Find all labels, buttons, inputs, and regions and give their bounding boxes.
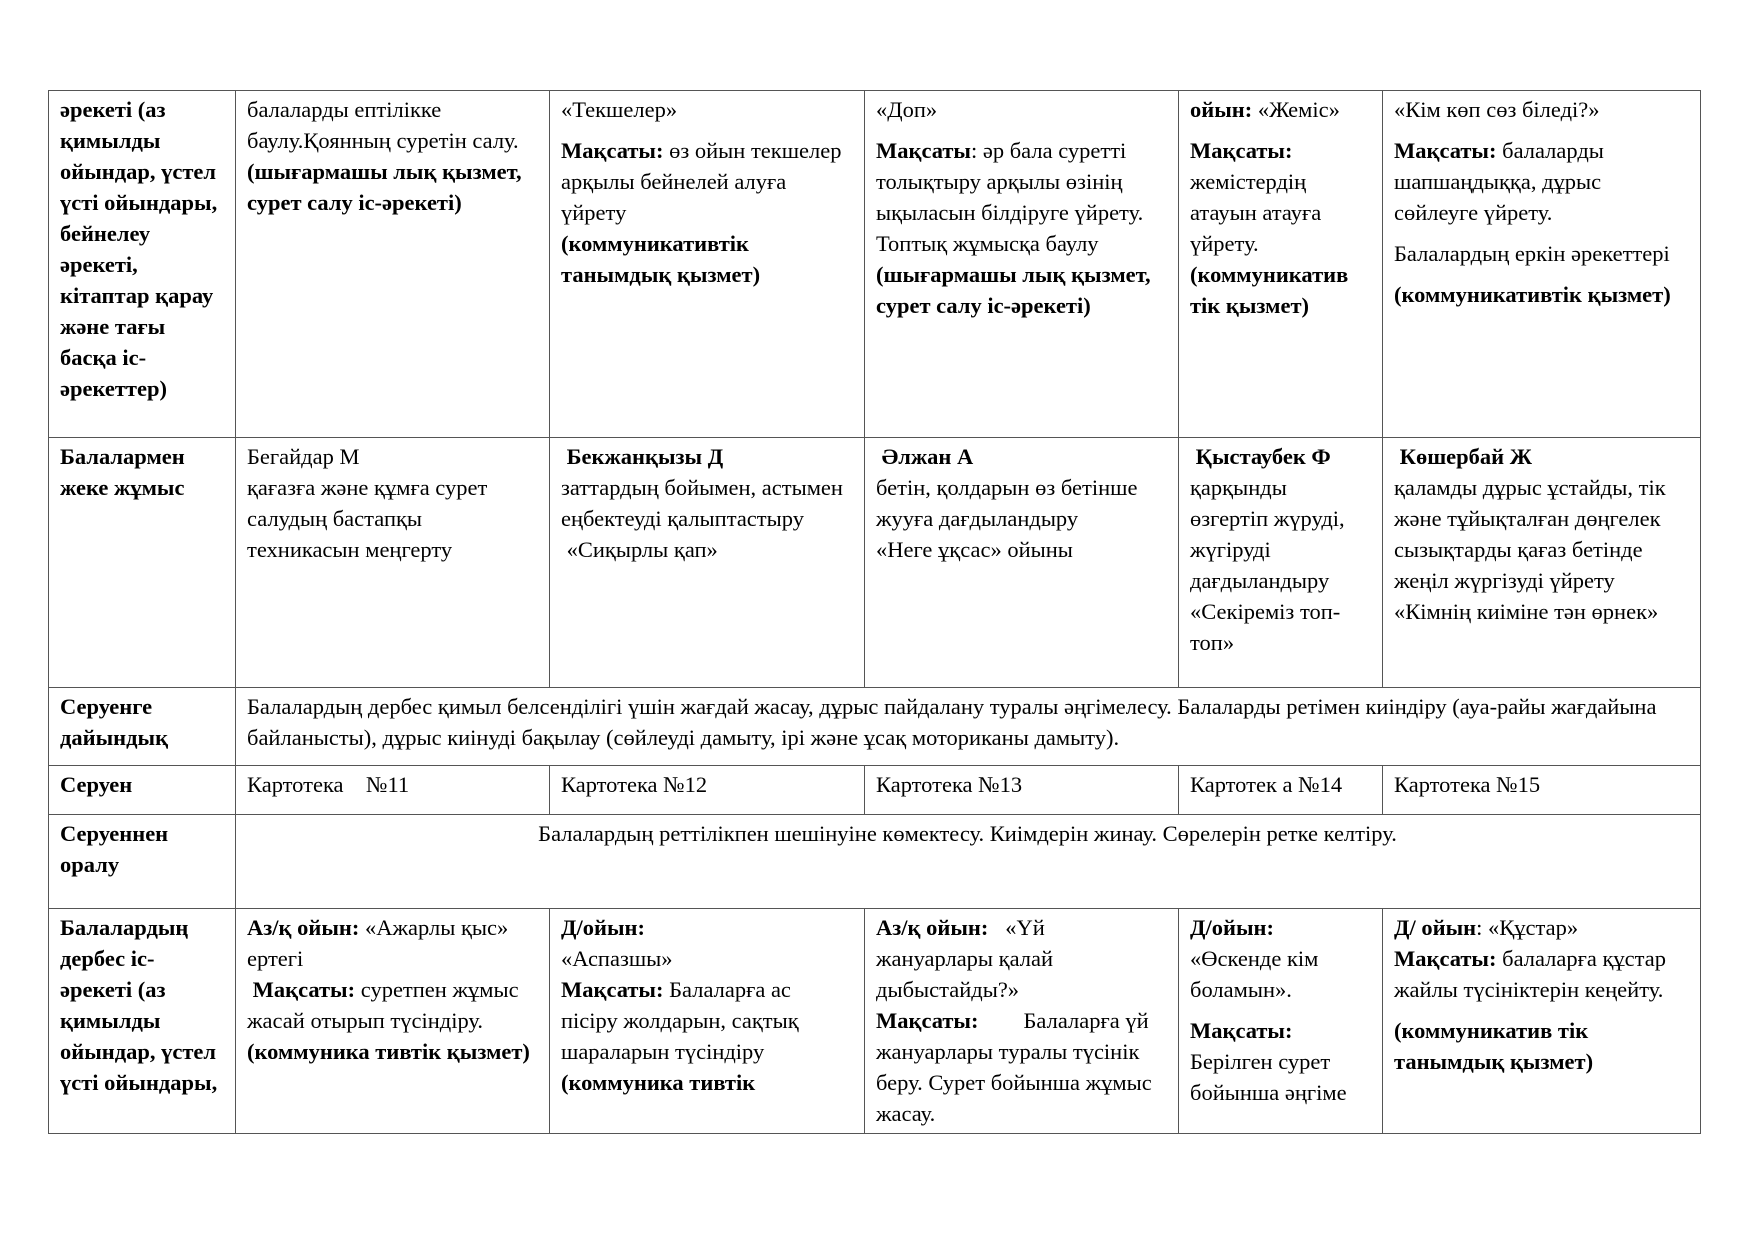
goal-text: : әр бала суретті толықтыру арқылы өзінің ықыласын білдіруге үйрету. Топтық жұмысқа баулу <box>876 138 1144 256</box>
cell-text: қағазға және құмға сурет салудың бастапқы техникасын меңгерту <box>247 475 488 562</box>
game-title: : «Құстар» <box>1476 915 1579 940</box>
row-label-text: Серуеннен оралу <box>60 821 169 877</box>
table-cell <box>1383 909 1701 1134</box>
goal-text: Балаларға үй жануарлары туралы түсінік беру. Сурет бойынша жұмыс жасау. <box>876 1008 1158 1126</box>
goal-text: суретпен жұмыс жасай отырып түсіндіру. <box>247 977 519 1033</box>
row-label-text: Балалардың дербес іс-әрекеті (аз қимылды ойындар, үстел үсті ойындары, <box>60 915 218 1095</box>
cell-text: балаларды ептілікке баулу.Қоянның суретін салу. <box>247 97 519 153</box>
game-title: «Ажарлы қыс» ертегі <box>247 915 509 971</box>
activity-type: (коммуникативтік қызмет) <box>1394 282 1671 307</box>
child-name: Бегайдар М <box>247 444 360 469</box>
goal-text: жемістердің атауын атауға үйрету. <box>1190 169 1322 256</box>
table-row <box>49 815 1701 909</box>
table-cell <box>550 91 865 438</box>
goal-label: Мақсаты: <box>561 138 664 163</box>
row-label <box>49 766 236 815</box>
goal-label: Мақсаты: <box>1190 1018 1293 1043</box>
goal-label: Мақсаты: <box>247 977 356 1002</box>
row-label-text: Серуенге дайындық <box>60 694 169 750</box>
table-row <box>49 909 1701 1134</box>
table-cell <box>865 91 1179 438</box>
table-cell <box>236 909 550 1134</box>
game-title: «Жеміс» <box>1252 97 1340 122</box>
table-cell <box>550 438 865 688</box>
table-cell <box>1383 91 1701 438</box>
cell-text: бетін, қолдарын өз бетінше жууға дағдыландыру <box>876 475 1138 531</box>
game-title: «Доп» <box>876 97 938 122</box>
card-index: Картотека №12 <box>561 772 708 797</box>
game-title: «Сиқырлы қап» <box>561 537 718 562</box>
goal-label: Мақсаты: <box>1190 138 1293 163</box>
game-title: «Үй жануарлары қалай дыбыстайды?» <box>876 915 1059 1002</box>
table-cell <box>236 438 550 688</box>
child-name: Қыстаубек Ф <box>1190 444 1331 469</box>
cell-text: заттардың бойымен, астымен еңбектеуді қалыптастыру <box>561 475 843 531</box>
game-label: Аз/қ ойын: <box>876 915 989 940</box>
cell-text: Балалардың дербес қимыл белсенділігі үшін жағдай жасау, дұрыс пайдалану туралы әңгімелесу. Балаларды ретімен киіндіру (ауа-райы жағдайына байланысты), дұрыс киінуді бақылау (сөйлеуді дамыту, ірі және ұсақ моториканы дамыту). <box>247 694 1657 750</box>
game-label: Д/ойын: <box>561 915 645 940</box>
activity-type: (коммуникативтік танымдық қызмет) <box>561 231 761 287</box>
cell-text: қаламды дұрыс ұстайды, тік және тұйықталған дөңгелек сызықтарды қағаз бетінде жеңіл жүргізуді үйрету <box>1394 475 1666 593</box>
game-label: Аз/қ ойын: <box>247 915 360 940</box>
row-label <box>49 909 236 1134</box>
table-cell <box>1179 766 1383 815</box>
table-cell <box>550 909 865 1134</box>
table-cell <box>236 766 550 815</box>
table-cell <box>1179 909 1383 1134</box>
row-label <box>49 688 236 766</box>
activity-type: (коммуника тивтік қызмет) <box>247 1039 530 1064</box>
row-label <box>49 438 236 688</box>
activity-type: (коммуника тивтік <box>561 1070 756 1095</box>
game-title: «Кімнің киіміне тән өрнек» <box>1394 599 1659 624</box>
activity-type: (шығармашы лық қызмет, сурет салу іс-әрекеті) <box>876 262 1151 318</box>
table-cell <box>236 815 1701 909</box>
row-label-text: Серуен <box>60 772 133 797</box>
card-index: Картотека №15 <box>1394 772 1541 797</box>
game-label: ойын: <box>1190 97 1253 122</box>
table-cell <box>1179 438 1383 688</box>
table-row <box>49 438 1701 688</box>
game-title: «Секіреміз топ-топ» <box>1190 599 1341 655</box>
child-name: Бекжанқызы Д <box>561 444 724 469</box>
card-index: Картотека №11 <box>247 772 410 797</box>
card-index: Картотек а №14 <box>1190 772 1343 797</box>
goal-label: Мақсаты: <box>876 1008 979 1033</box>
cell-text: Балалардың еркін әрекеттері <box>1394 241 1670 266</box>
activity-type: (коммуникатив тік танымдық қызмет) <box>1394 1018 1594 1074</box>
table-cell <box>865 909 1179 1134</box>
goal-label: Мақсаты <box>876 138 971 163</box>
table-row <box>49 766 1701 815</box>
game-title: «Өскенде кім боламын». <box>1190 946 1319 1002</box>
goal-text: балаларға құстар жайлы түсініктерін кеңейту. <box>1394 946 1666 1002</box>
table-cell <box>236 91 550 438</box>
row-label-text: әрекеті (аз қимылды ойындар, үстел үсті ойындары, бейнелеу әрекеті, кітаптар қарау және тағы басқа іс-әрекеттер) <box>60 97 218 401</box>
table-cell <box>550 766 865 815</box>
plan-table <box>48 90 1701 1134</box>
game-title: «Текшелер» <box>561 97 678 122</box>
card-index: Картотека №13 <box>876 772 1023 797</box>
table-cell <box>865 766 1179 815</box>
row-label-text: Балалармен жеке жұмыс <box>60 444 185 500</box>
activity-type: (шығармашы лық қызмет, сурет салу іс-әрекеті) <box>247 159 522 215</box>
goal-text: өз ойын текшелер арқылы бейнелей алуға үйрету <box>561 138 842 225</box>
cell-text: қарқынды өзгертіп жүруді, жүгіруді дағдыландыру <box>1190 475 1345 593</box>
game-title: «Кім көп сөз біледі?» <box>1394 97 1600 122</box>
table-row <box>49 91 1701 438</box>
table-row <box>49 688 1701 766</box>
child-name: Әлжан А <box>876 444 974 469</box>
game-label: Д/ ойын <box>1394 915 1477 940</box>
child-name: Көшербай Ж <box>1394 444 1533 469</box>
cell-text: Балалардың реттілікпен шешінуіне көмектесу. Киімдерін жинау. Сөрелерін ретке келтіру. <box>538 821 1397 846</box>
table-cell <box>1383 766 1701 815</box>
goal-label: Мақсаты: <box>1394 946 1497 971</box>
game-title: «Неге ұқсас» ойыны <box>876 537 1073 562</box>
goal-label: Мақсаты: <box>561 977 664 1002</box>
row-label <box>49 815 236 909</box>
goal-text: Балаларға ас пісіру жолдарын, сақтық шараларын түсіндіру <box>561 977 799 1064</box>
goal-label: Мақсаты: <box>1394 138 1497 163</box>
activity-type: (коммуникатив тік қызмет) <box>1190 262 1349 318</box>
goal-text: балаларды шапшаңдыққа, дұрыс сөйлеуге үйрету. <box>1394 138 1604 225</box>
table-cell <box>1383 438 1701 688</box>
table-cell <box>236 688 1701 766</box>
game-title: «Аспазшы» <box>561 946 673 971</box>
game-label: Д/ойын: <box>1190 915 1274 940</box>
table-cell <box>865 438 1179 688</box>
table-cell <box>1179 91 1383 438</box>
goal-text: Берілген сурет бойынша әңгіме <box>1190 1049 1347 1105</box>
row-label <box>49 91 236 438</box>
